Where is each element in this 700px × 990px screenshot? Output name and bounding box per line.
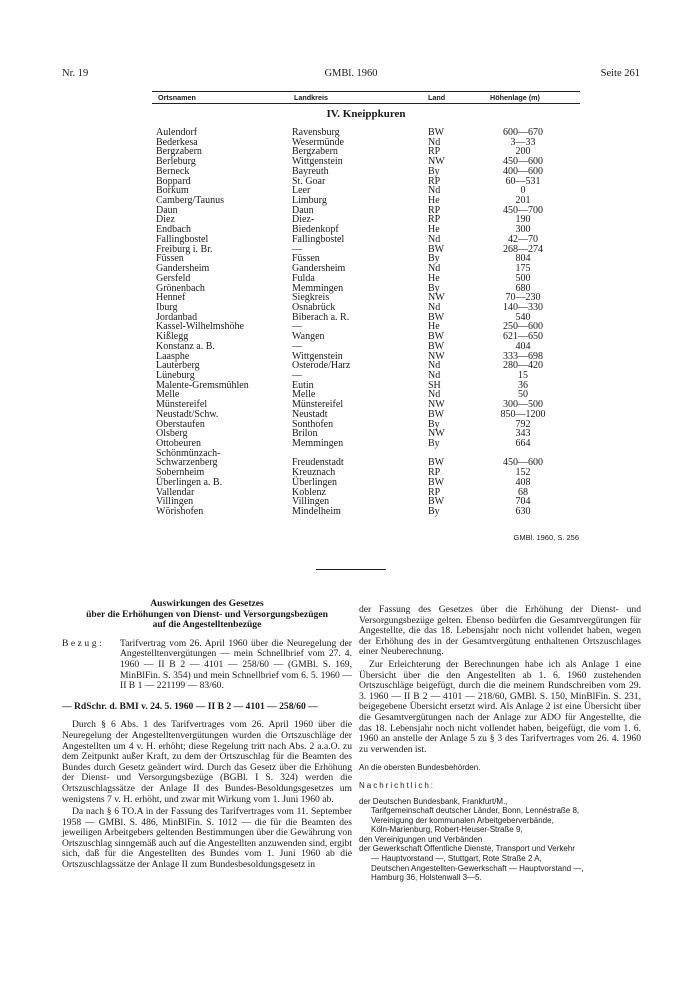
cell-hoehenlage: 804 [515, 253, 531, 265]
recipient-line: Deutschen Angestellten-Gewerkschaft — Hauptvorstand —, [371, 863, 584, 873]
cell-hoehenlage: 404 [515, 340, 531, 352]
cell-land: By [428, 282, 440, 294]
table-row [156, 381, 576, 391]
cell-ortsname: Daun [156, 204, 178, 216]
cell-ortsname: Borkum [156, 185, 189, 197]
cell-land: BW [428, 408, 445, 420]
recipient-list [359, 797, 641, 883]
table-row [156, 478, 576, 488]
cell-land: NW [428, 292, 445, 304]
cell-land: RP [428, 175, 441, 187]
cell-landkreis: Eutin [292, 379, 314, 391]
cell-hoehenlage: 704 [515, 496, 531, 508]
cell-land: He [428, 321, 440, 333]
cell-hoehenlage: 664 [515, 438, 531, 449]
cell-land: Nd [428, 301, 441, 313]
cell-land: SH [428, 379, 441, 391]
cell-landkreis: Ravensburg [292, 127, 340, 138]
bezug-label: Bezug: [62, 637, 105, 649]
cell-ortsname: Kißlegg [156, 331, 189, 343]
table-row [156, 274, 576, 284]
cell-ortsname: Endbach [156, 224, 191, 236]
page-header [62, 68, 640, 82]
cell-landkreis: — [292, 369, 302, 381]
cell-land: Nd [428, 369, 441, 381]
cell-landkreis: Fallingbostel [292, 233, 345, 245]
table-row [156, 177, 576, 187]
cell-hoehenlage: 300—500 [503, 399, 543, 411]
cell-hoehenlage: 630 [515, 506, 531, 518]
cell-land: NW [428, 156, 445, 168]
cell-land: By [428, 253, 440, 265]
cell-ortsname: Freiburg i. Br. [156, 243, 213, 255]
addressee: An die obersten Bundesbehörden. [359, 763, 481, 773]
cell-landkreis: Wittgenstein [292, 156, 343, 168]
cell-ortsname: Berleburg [156, 156, 196, 168]
cell-hoehenlage: 408 [515, 476, 531, 488]
cell-ortsname: Bergzabern [156, 146, 202, 158]
cell-land: By [428, 506, 440, 518]
cell-ortsname: Diez [156, 214, 175, 226]
cell-landkreis: Limburg [292, 195, 327, 207]
cell-ortsname: Sobernheim [156, 467, 205, 479]
cell-ortsname: Überlingen a. B. [156, 476, 223, 488]
kneippkuren-table [156, 128, 576, 517]
article-title-line: über die Erhöhungen von Dienst- und Versorgungsbezügen [86, 608, 328, 620]
cell-landkreis: — [292, 340, 302, 352]
cell-land: RP [428, 486, 441, 498]
cell-ortsname: Malente-Gremsmühlen [156, 379, 249, 391]
cell-hoehenlage: 343 [515, 428, 531, 440]
cell-land: BW [428, 496, 445, 508]
cell-landkreis: Bergzabern [292, 146, 338, 158]
cell-ortsname: Vallendar [156, 486, 195, 498]
table-row [156, 410, 576, 420]
journal-name: GMBl. 1960 [324, 68, 378, 79]
cell-landkreis: Villingen [292, 496, 330, 508]
cell-landkreis: Wesermünde [292, 136, 344, 148]
cell-ortsname: Olsberg [156, 428, 188, 440]
cell-landkreis: Siegkreis [292, 292, 330, 304]
cell-hoehenlage: 850—1200 [500, 408, 546, 420]
cell-landkreis: Wittgenstein [292, 350, 343, 362]
cell-hoehenlage: 680 [515, 282, 531, 294]
table-row [156, 497, 576, 507]
cell-hoehenlage: 68 [518, 486, 528, 498]
cell-landkreis: Münstereifel [292, 399, 344, 411]
body-paragraph: der Fassung des Gesetzes über die Erhöhung der Dienst- und Versorgungsbezüge gelten. Ebenso bedürfen die Gesamtvergütungen für Angestellte, die das 18. Lebensjahr noch nicht vollendet haben, wegen der Erhöhung des in der Gesamtvergütung enthaltenen Ortszuschlages einer Neuberechnung. [359, 604, 641, 658]
cell-land: By [428, 165, 440, 177]
cell-landkreis: Diez- [292, 214, 315, 226]
cell-land: BW [428, 340, 445, 352]
cell-landkreis: Fulda [292, 272, 315, 284]
table-row [156, 206, 576, 216]
cell-landkreis: Kreuznach [292, 467, 336, 479]
cell-ortsname: Melle [156, 389, 180, 401]
cell-ortsname: Lüneburg [156, 369, 195, 381]
cell-hoehenlage: 190 [515, 214, 531, 226]
table-row [156, 507, 576, 517]
table-row [156, 215, 576, 225]
cell-land: Nd [428, 233, 441, 245]
cell-ortsname: Ottobeuren [156, 438, 201, 449]
cell-ortsname: Füssen [156, 253, 184, 265]
recipient-line: Hamburg 36, Holstenwall 3—5. [371, 873, 482, 883]
table-row [156, 458, 576, 468]
cell-land: By [428, 438, 440, 449]
cell-ortsname: Aulendorf [156, 127, 198, 138]
cell-land: BW [428, 476, 445, 488]
table-row [156, 245, 576, 255]
cell-ortsname: Fallingbostel [156, 233, 209, 245]
cell-landkreis: Freudenstadt [292, 457, 344, 469]
cell-landkreis: Memmingen [292, 438, 344, 449]
cell-hoehenlage: 140—330 [503, 301, 543, 313]
cell-ortsname: Jordanbad [156, 311, 198, 323]
cell-land: Nd [428, 389, 441, 401]
cell-ortsname: Wörishofen [156, 506, 204, 518]
cell-land: Nd [428, 136, 441, 148]
cell-ortsname: Berneck [156, 165, 190, 177]
cell-landkreis: — [292, 321, 302, 333]
circular-reference: — RdSchr. d. BMI v. 24. 5. 1960 — II B 2 — 4101 — 258/60 — [62, 700, 318, 712]
cell-land: BW [428, 127, 445, 138]
table-row [156, 420, 576, 430]
cell-land: By [428, 418, 440, 430]
cell-land: BW [428, 243, 445, 255]
table-row [156, 361, 576, 371]
cell-landkreis: Neustadt [292, 408, 328, 420]
cell-land: He [428, 195, 440, 207]
cell-landkreis: Melle [292, 389, 316, 401]
cell-hoehenlage: 3—33 [510, 136, 536, 148]
cell-hoehenlage: 280—420 [503, 360, 543, 372]
bezug-text: Tarifvertrag vom 26. April 1960 über die Neuregelung der Angestelltenvergütungen — mein Schnellbrief vom 27. 4. 1960 — II B 2 — 4101 — 258/60 — (GMBl. S. 169, MinBlFin. S. 354) und mein Schnellbrief vom 6. 5. 1960 — II B 1 — 221199 — 83/60. [120, 637, 352, 692]
cell-landkreis: Osterode/Harz [292, 360, 351, 372]
cell-landkreis: Brilon [292, 428, 318, 440]
cell-hoehenlage: 175 [515, 263, 531, 275]
cell-ortsname: Oberstaufen [156, 418, 205, 430]
cell-hoehenlage: 60—531 [505, 175, 541, 187]
cell-landkreis: Wangen [292, 331, 325, 343]
article-left-column [62, 599, 352, 873]
cell-land: Nd [428, 185, 441, 197]
table-row [156, 264, 576, 274]
page-number: Seite 261 [600, 68, 640, 79]
column-header-ortsnamen: Ortsnamen [158, 93, 196, 102]
recipient-line: Tarifgemeinschaft deutscher Länder, Bonn, Lennéstraße 8, [371, 806, 580, 816]
cell-ortsname: Bederkesa [156, 136, 198, 148]
issue-number: Nr. 19 [62, 68, 89, 79]
cell-land: BW [428, 311, 445, 323]
cell-hoehenlage: 200 [515, 146, 531, 158]
article-right-column [359, 605, 641, 883]
cell-ortsname: Hennef [156, 292, 186, 304]
cell-landkreis: Daun [292, 204, 314, 216]
cell-ortsname: Lauterberg [156, 360, 200, 372]
cell-landkreis: — [292, 243, 302, 255]
cell-landkreis: Gandersheim [292, 263, 346, 275]
cell-ortsname: Grönenbach [156, 282, 205, 294]
table-row [156, 303, 576, 313]
cell-land: RP [428, 467, 441, 479]
section-divider [316, 569, 386, 570]
table-row [156, 429, 576, 439]
cell-hoehenlage: 42—70 [508, 233, 538, 245]
cell-landkreis: Überlingen [292, 476, 337, 488]
cell-landkreis: Sonthofen [292, 418, 334, 430]
cell-hoehenlage: 333—698 [503, 350, 543, 362]
cell-hoehenlage: 400—600 [503, 165, 543, 177]
cell-hoehenlage: 15 [518, 369, 528, 381]
cell-ortsname: Neustadt/Schw. [156, 408, 219, 420]
section-title: IV. Kneippkuren [326, 108, 406, 120]
cell-land: RP [428, 214, 441, 226]
cell-landkreis: St. Goar [292, 175, 326, 187]
cell-hoehenlage: 70—230 [505, 292, 541, 304]
cell-hoehenlage: 450—600 [503, 457, 543, 469]
cell-hoehenlage: 600—670 [503, 127, 543, 138]
cell-landkreis: Leer [292, 185, 311, 197]
cell-hoehenlage: 792 [515, 418, 531, 430]
cell-hoehenlage: 201 [515, 195, 531, 207]
cell-land: RP [428, 204, 441, 216]
cell-ortsname: Schwarzenberg [156, 457, 218, 469]
column-header-landkreis: Landkreis [294, 93, 328, 102]
cell-landkreis: Osnabrück [292, 301, 336, 313]
cell-ortsname: Camberg/Taunus [156, 195, 224, 207]
cell-landkreis: Mindelheim [292, 506, 341, 518]
body-paragraph: Da nach § 6 TO.A in der Fassung des Tarifvertrages vom 11. September 1958 — GMBl. S. 486, MinBlFin. S. 1012 — die für die Beamten des jeweiligen Arbeitgebers geltenden Bestimmungen über die Gewährung von Ortszuschlag sinngemäß auch auf die Angestellten anzuwenden sind, ergibt sich, daß für die Angestellten des Bundes vom 1. Juni 1960 ab die Ortszuschlagssätze der Anlage II zum Bundesbesoldungsgesetz in [62, 806, 352, 871]
article-title-line: auf die Angestelltenbezüge [152, 619, 262, 631]
recipient-line: Köln-Marienburg, Robert-Heuser-Straße 9, [371, 825, 523, 835]
cell-land: NW [428, 350, 445, 362]
recipient-line: Vereinigung der kommunalen Arbeitgeberverbände, [371, 815, 554, 825]
cell-landkreis: Memmingen [292, 282, 344, 294]
table-row [156, 332, 576, 342]
column-header-hoehenlage: Höhenlage (m) [490, 93, 540, 102]
cell-hoehenlage: 300 [515, 224, 531, 236]
cell-ortsname: Villingen [156, 496, 194, 508]
cell-land: NW [428, 399, 445, 411]
cell-hoehenlage: 621—650 [503, 331, 543, 343]
article-title [62, 599, 352, 631]
article-title-line: Auswirkungen des Gesetzes [150, 598, 264, 609]
cell-hoehenlage: 268—274 [503, 243, 543, 255]
table-row [156, 138, 576, 148]
recipient-line: — Hauptvorstand —, Stuttgart, Rote Straße 2 A, [371, 854, 542, 864]
recipient-line: der Deutschen Bundesbank, Frankfurt/M., [359, 796, 508, 806]
cell-land: Nd [428, 263, 441, 275]
body-paragraph: Durch § 6 Abs. 1 des Tarifvertrages vom 26. April 1960 über die Neuregelung der Angestelltenvergütungen wurden die Ortszuschläge der Angestellten um 4 v. H. erhöht; diese Regelung tritt nach Abs. 2 a.a.O. zu dem Zeitpunkt außer Kraft, zu dem der Ortszuschlag für die Beamten des Bundes durch Gesetz geändert wird. Durch das Gesetz über die Erhöhung der Dienst- und Versorgungsbezüge (BGBl. I S. 324) werden die Ortszuschlagssätze der Anlage II des Bundes-Besoldungsgesetzes um wenigstens 7 v. H. erhöht, und zwar mit Wirkung vom 1. Juni 1960 ab. [62, 719, 352, 805]
table-row [156, 254, 576, 264]
cell-ortsname: Iburg [156, 301, 178, 313]
cell-landkreis: Biberach a. R. [292, 311, 350, 323]
cell-ortsname: Gandersheim [156, 263, 210, 275]
cell-ortsname: Gersfeld [156, 272, 191, 284]
table-header [152, 91, 580, 104]
cell-hoehenlage: 450—600 [503, 156, 543, 168]
cell-ortsname: Schönmünzach- [156, 447, 221, 459]
cell-hoehenlage: 500 [515, 272, 531, 284]
cell-hoehenlage: 450—700 [503, 204, 543, 216]
cell-hoehenlage: 50 [518, 389, 528, 401]
bezug-block [62, 639, 352, 692]
cell-landkreis: Koblenz [292, 486, 326, 498]
cell-hoehenlage: 0 [520, 185, 526, 197]
cell-hoehenlage: 250—600 [503, 321, 543, 333]
table-source: GMBl. 1960, S. 256 [513, 533, 579, 542]
cell-landkreis: Füssen [292, 253, 320, 265]
cell-land: BW [428, 331, 445, 343]
cell-land: RP [428, 146, 441, 158]
table-row [156, 488, 576, 498]
cell-land: BW [428, 457, 445, 469]
cell-landkreis: Biedenkopf [292, 224, 339, 236]
recipient-line: der Gewerkschaft Öffentliche Dienste, Transport und Verkehr [359, 844, 575, 854]
cell-land: He [428, 224, 440, 236]
cell-ortsname: Kassel-Wilhelmshöhe [156, 321, 244, 333]
cell-landkreis: Bayreuth [292, 165, 329, 177]
cell-ortsname: Konstanz a. B. [156, 340, 215, 352]
cell-ortsname: Laasphe [156, 350, 190, 362]
cell-hoehenlage: 540 [515, 311, 531, 323]
column-header-land: Land [428, 93, 446, 102]
cell-land: He [428, 272, 440, 284]
cell-ortsname: Boppard [156, 175, 191, 187]
cell-land: Nd [428, 360, 441, 372]
cell-hoehenlage: 36 [518, 379, 528, 391]
cell-hoehenlage: 152 [515, 467, 531, 479]
body-paragraph: Zur Erleichterung der Berechnungen habe ich als Anlage 1 eine Übersicht über die den Angestellten ab 1. 6. 1960 zustehenden Ortszuschläge beigefügt, durch die die meinem Rundschreiben vom 29. 3. 1960 — II B 2 — 4101 — 218/60, GMBl. S. 150, MinBlFin. S. 231, beigegebene Übersicht ersetzt wird. Als Anlage 2 ist eine Übersicht über die Gesamtvergütungen nach der Anlage zur ADO für Angestellte, die das 18. Lebensjahr noch nicht vollendet haben, beigefügt, die vom 1. 6. 1960 an anstelle der Anlage 5 zu § 3 des Tarifvertrages vom 26. 4. 1960 zu verwenden ist. [359, 658, 641, 755]
cell-ortsname: Münstereifel [156, 399, 208, 411]
nachrichtlich-label: Nachrichtlich: [359, 780, 436, 790]
cell-land: NW [428, 428, 445, 440]
recipient-line: den Vereinigungen und Verbänden [359, 834, 483, 844]
